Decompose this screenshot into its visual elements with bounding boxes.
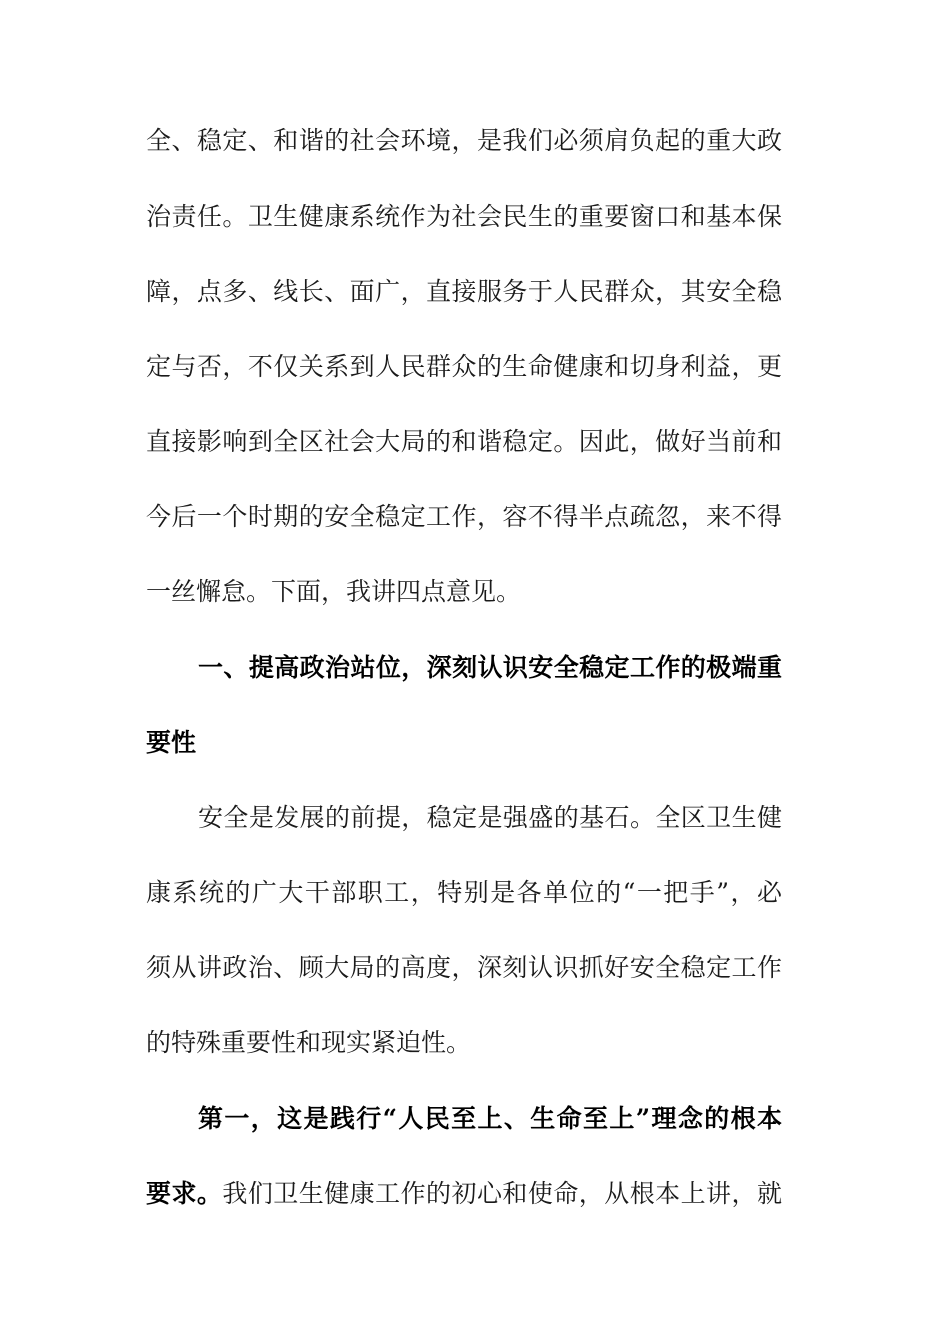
paragraph-line: 定与否，不仅关系到人民群众的生命健康和切身利益，更	[146, 352, 782, 381]
paragraph-line: 的特殊重要性和现实紧迫性。	[146, 1028, 472, 1057]
paragraph-line: 今后一个时期的安全稳定工作，容不得半点疏忽，来不得	[146, 502, 782, 531]
paragraph-line: 一丝懈怠。下面，我讲四点意见。	[146, 577, 522, 606]
paragraph-line: 障，点多、线长、面广，直接服务于人民群众，其安全稳	[146, 277, 782, 306]
paragraph-line: 须从讲政治、顾大局的高度，深刻认识抓好安全稳定工作	[146, 953, 782, 982]
paragraph-line: 直接影响到全区社会大局的和谐稳定。因此，做好当前和	[146, 427, 782, 456]
paragraph-lead-bold: 第一，这是践行“人民至上、生命至上”理念的根本	[198, 1104, 782, 1133]
paragraph-line: 康系统的广大干部职工，特别是各单位的“一把手”，必	[146, 878, 782, 907]
section-heading: 要性	[146, 728, 197, 757]
paragraph-line	[146, 1174, 782, 1214]
section-heading: 一、提高政治站位，深刻认识安全稳定工作的极端重	[198, 653, 782, 682]
paragraph-line: 安全是发展的前提，稳定是强盛的基石。全区卫生健	[198, 803, 782, 832]
paragraph-text: 我们卫生健康工作的初心和使命，从根本上讲，就	[222, 1179, 782, 1208]
paragraph-line: 全、稳定、和谐的社会环境，是我们必须肩负起的重大政	[146, 126, 782, 155]
paragraph-lead-bold: 要求。	[146, 1179, 223, 1208]
paragraph-line: 治责任。卫生健康系统作为社会民生的重要窗口和基本保	[146, 202, 782, 231]
